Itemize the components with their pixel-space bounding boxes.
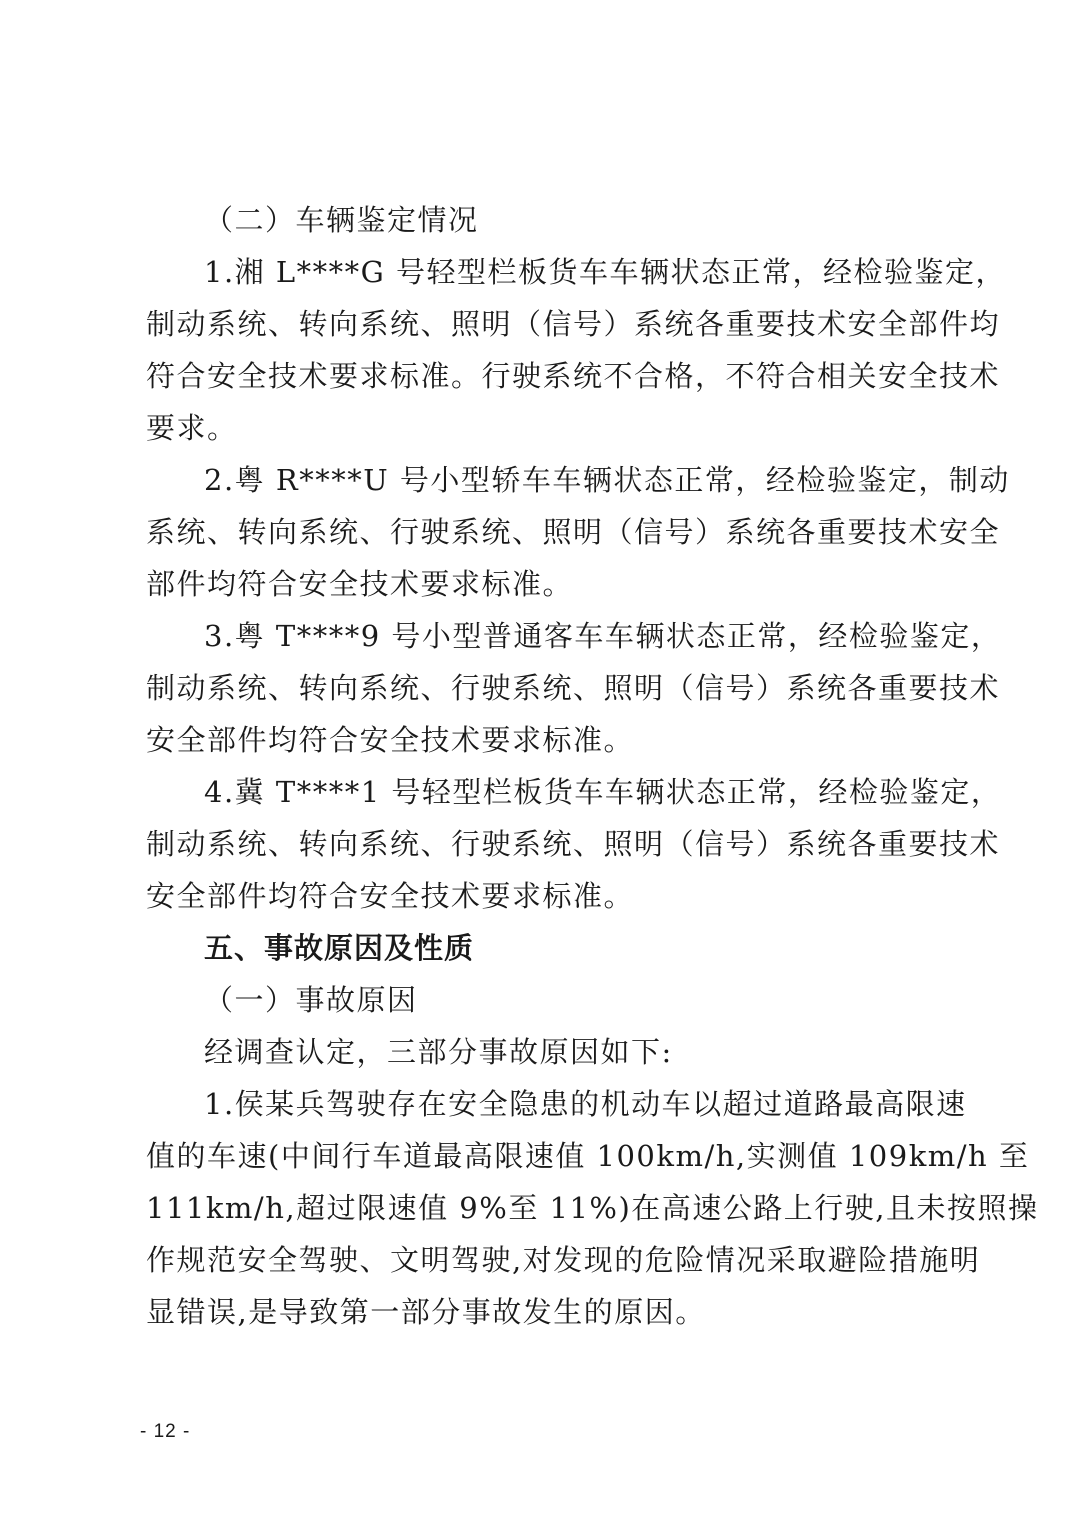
paragraph-line: 3.粤 T****9 号小型普通客车车辆状态正常，经检验鉴定，: [204, 619, 1002, 653]
subheading-accident-cause: （一）事故原因: [204, 983, 418, 1017]
paragraph-line: 111km/h,超过限速值 9%至 11%)在高速公路上行驶,且未按照操: [146, 1191, 1039, 1225]
paragraph-line: 制动系统、转向系统、照明（信号）系统各重要技术安全部件均: [146, 307, 1001, 341]
paragraph-line: 安全部件均符合安全技术要求标准。: [146, 723, 635, 757]
paragraph-line: 作规范安全驾驶、文明驾驶,对发现的危险情况采取避险措施明: [146, 1243, 981, 1277]
paragraph-line: 要求。: [146, 411, 238, 445]
paragraph-line: 系统、转向系统、行驶系统、照明（信号）系统各重要技术安全: [146, 515, 1001, 549]
paragraph-line: 安全部件均符合安全技术要求标准。: [146, 879, 635, 913]
paragraph-line: 1.湘 L****G 号轻型栏板货车车辆状态正常，经检验鉴定，: [204, 255, 1007, 289]
paragraph-line: 符合安全技术要求标准。行驶系统不合格，不符合相关安全技术: [146, 359, 1001, 393]
section-heading-accident-cause: 五、事故原因及性质: [204, 931, 475, 965]
paragraph-line: 值的车速(中间行车道最高限速值 100km/h,实测值 109km/h 至: [146, 1139, 1030, 1173]
document-body: [146, 194, 1039, 1338]
paragraph-line: 2.粤 R****U 号小型轿车车辆状态正常，经检验鉴定，制动: [204, 463, 1010, 497]
paragraph-line: 1.侯某兵驾驶存在安全隐患的机动车以超过道路最高限速: [204, 1087, 967, 1121]
paragraph-line: 经调查认定，三部分事故原因如下:: [204, 1035, 673, 1069]
paragraph-line: 制动系统、转向系统、行驶系统、照明（信号）系统各重要技术: [146, 671, 1001, 705]
page-number: - 12 -: [140, 1421, 191, 1442]
subheading-vehicle-appraisal: （二）车辆鉴定情况: [204, 203, 479, 237]
paragraph-line: 制动系统、转向系统、行驶系统、照明（信号）系统各重要技术: [146, 827, 1001, 861]
paragraph-line: 4.冀 T****1 号轻型栏板货车车辆状态正常，经检验鉴定，: [204, 775, 1002, 809]
paragraph-line: 显错误,是导致第一部分事故发生的原因。: [146, 1295, 706, 1329]
paragraph-line: 部件均符合安全技术要求标准。: [146, 567, 574, 601]
